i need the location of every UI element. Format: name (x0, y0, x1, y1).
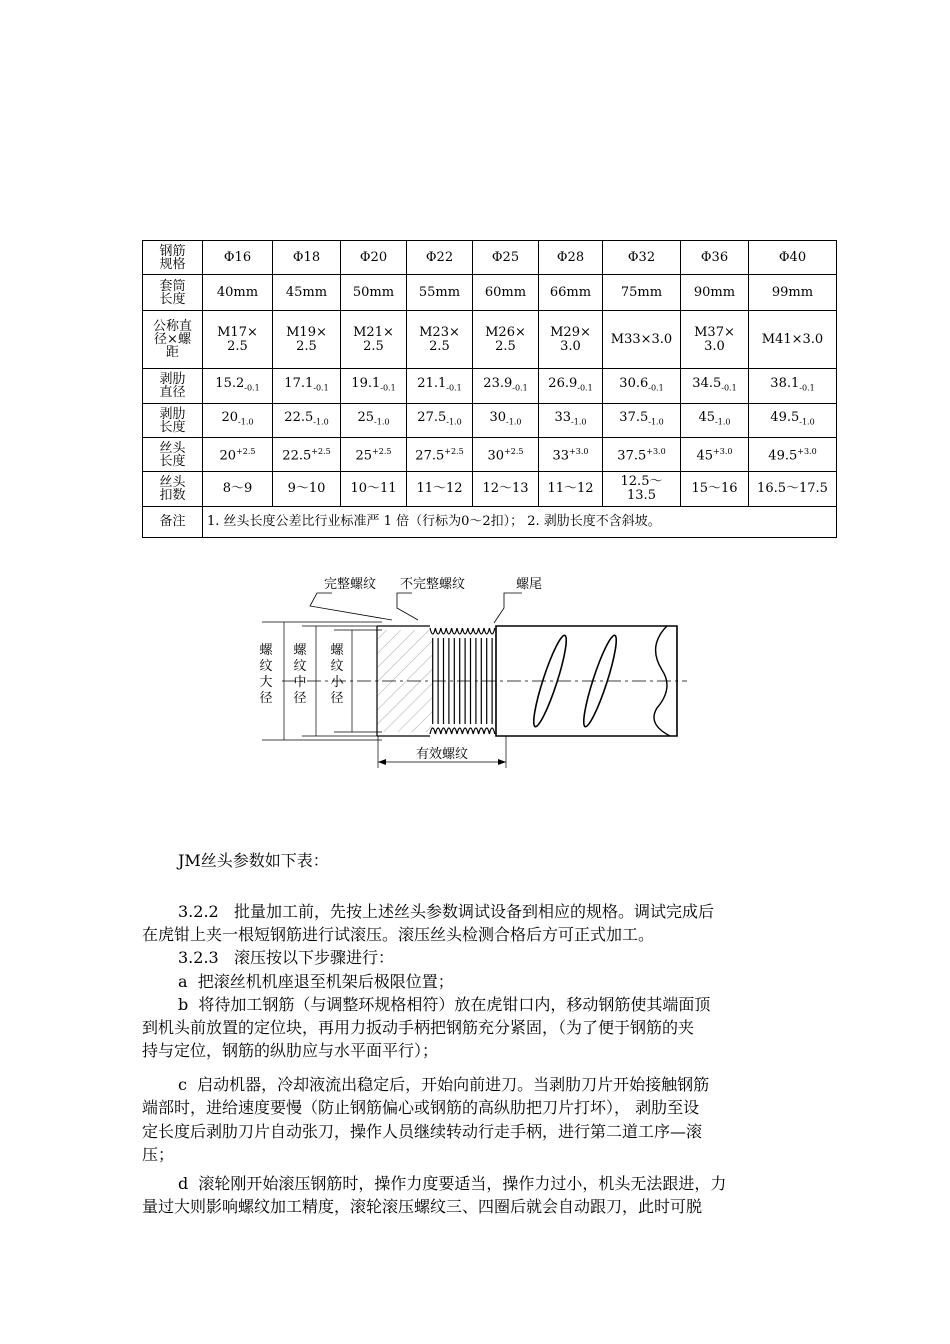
head-len-cell: $37.5^{+3.0}$ (603, 438, 681, 472)
leader-tail (494, 593, 522, 623)
para-step-a: a 把滚丝机机座退至机架后极限位置； (178, 972, 454, 991)
para-step-b-l2: 到机头前放置的定位块，再用力扳动手柄把钢筋充分紧固，（为了便于钢筋的夹 (142, 1018, 695, 1037)
thread-cell: M37× 3.0 (681, 311, 749, 369)
strip-dia-cell: $34.5_{-0.1}$ (681, 369, 749, 404)
strip-len-cell: $49.5_{-1.0}$ (749, 404, 837, 438)
size-cell: Φ40 (749, 241, 837, 275)
para-322-l1: 3.2.2 批量加工前，先按上述丝头参数调试设备到相应的规格。调试完成后 (178, 902, 714, 921)
para-step-b-l3: 持与定位，钢筋的纵肋应与水平面平行）； (142, 1041, 439, 1060)
leader-incomplete (397, 593, 418, 620)
para-step-c-l2: 端部时，进给速度要慢（防止钢筋偏心或钢筋的高纵肋把刀片打坏）， 剥肋至设 (142, 1098, 700, 1117)
turns-cell: 11～12 (539, 472, 603, 507)
strip-len-cell: $37.5_{-1.0}$ (603, 404, 681, 438)
vertical-labels (259, 642, 344, 706)
thread-cell: M17× 2.5 (203, 311, 273, 369)
label-thread-tail: 螺尾 (516, 577, 543, 592)
leader-complete (310, 593, 392, 620)
para-322-l2: 在虎钳上夹一根短钢筋进行试滚压。滚压丝头检测合格后方可正式加工。 (142, 925, 655, 944)
label-pitch-diameter: 螺纹中径 (293, 643, 307, 706)
sleeve-cell: 45mm (273, 275, 341, 311)
size-cell: Φ20 (341, 241, 407, 275)
size-cell: Φ28 (539, 241, 603, 275)
size-cell: Φ36 (681, 241, 749, 275)
head-len-cell: $30^{+2.5}$ (473, 438, 539, 472)
note-text: 1. 丝头长度公差比行业标准严 1 倍（行标为0～2扣）； 2. 剥肋长度不含斜坡。 (203, 507, 837, 538)
row-head-length (143, 438, 837, 472)
turns-cell: 16.5～17.5 (749, 472, 837, 507)
thread-cell: M33×3.0 (603, 311, 681, 369)
row-sleeve-length (143, 275, 837, 311)
thread-cell: M26× 2.5 (473, 311, 539, 369)
para-323: 3.2.3 滚压按以下步骤进行： (178, 948, 394, 967)
head-len-cell: $25^{+2.5}$ (341, 438, 407, 472)
row-strip-diameter (143, 369, 837, 404)
sleeve-cell: 55mm (407, 275, 473, 311)
row-label: 公称直 径×螺 距 (143, 311, 203, 369)
head-len-cell: $27.5^{+2.5}$ (407, 438, 473, 472)
row-label: 丝头 扣数 (143, 472, 203, 507)
strip-len-cell: $45_{-1.0}$ (681, 404, 749, 438)
label-incomplete-thread: 不完整螺纹 (400, 577, 466, 592)
strip-len-cell: $33_{-1.0}$ (539, 404, 603, 438)
row-strip-length (143, 404, 837, 438)
strip-len-cell: $22.5_{-1.0}$ (273, 404, 341, 438)
sleeve-cell: 60mm (473, 275, 539, 311)
strip-dia-cell: $30.6_{-0.1}$ (603, 369, 681, 404)
thread-cell: M41×3.0 (749, 311, 837, 369)
turns-cell: 12～13 (473, 472, 539, 507)
sleeve-cell: 90mm (681, 275, 749, 311)
para-step-d-l1: d 滚轮刚开始滚压钢筋时，操作力度要适当，操作力过小，机头无法跟进，力 (178, 1174, 727, 1193)
thread-diagram (222, 568, 692, 778)
label-major-diameter: 螺纹大径 (259, 643, 273, 706)
strip-len-cell: $30_{-1.0}$ (473, 404, 539, 438)
thread-parameter-table (142, 240, 837, 538)
sleeve-cell: 99mm (749, 275, 837, 311)
sleeve-cell: 75mm (603, 275, 681, 311)
row-label: 剥肋 长度 (143, 404, 203, 438)
turns-cell: 9～10 (273, 472, 341, 507)
row-label: 丝头 长度 (143, 438, 203, 472)
para-intro: JM丝头参数如下表： (178, 851, 329, 870)
turns-cell: 11～12 (407, 472, 473, 507)
label-complete-thread: 完整螺纹 (324, 577, 377, 592)
strip-len-cell: $27.5_{-1.0}$ (407, 404, 473, 438)
head-len-cell: $49.5^{+3.0}$ (749, 438, 837, 472)
strip-len-cell: $20_{-1.0}$ (203, 404, 273, 438)
thread-cell: M21× 2.5 (341, 311, 407, 369)
row-label: 钢筋 规格 (143, 241, 203, 275)
strip-dia-cell: $26.9_{-0.1}$ (539, 369, 603, 404)
sleeve-cell: 50mm (341, 275, 407, 311)
head-len-cell: $45^{+3.0}$ (681, 438, 749, 472)
sleeve-cell: 40mm (203, 275, 273, 311)
label-minor-diameter: 螺纹小径 (330, 643, 344, 706)
row-label: 剥肋 直径 (143, 369, 203, 404)
size-cell: Φ25 (473, 241, 539, 275)
label-effective-thread: 有效螺纹 (415, 747, 469, 762)
size-cell: Φ16 (203, 241, 273, 275)
turns-cell: 10～11 (341, 472, 407, 507)
head-len-cell: $20^{+2.5}$ (203, 438, 273, 472)
row-rebar-size (143, 241, 837, 275)
para-step-c-l1: c 启动机器，冷却液流出稳定后，开始向前进刀。当剥肋刀片开始接触钢筋 (178, 1075, 710, 1094)
thread-cell: M19× 2.5 (273, 311, 341, 369)
row-thread-turns (143, 472, 837, 507)
sleeve-cell: 66mm (539, 275, 603, 311)
size-cell: Φ32 (603, 241, 681, 275)
turns-cell: 12.5～ 13.5 (603, 472, 681, 507)
head-len-cell: $22.5^{+2.5}$ (273, 438, 341, 472)
thread-cell: M29× 3.0 (539, 311, 603, 369)
strip-dia-cell: $19.1_{-0.1}$ (341, 369, 407, 404)
strip-dia-cell: $15.2_{-0.1}$ (203, 369, 273, 404)
row-thread-spec (143, 311, 837, 369)
thread-cell: M23× 2.5 (407, 311, 473, 369)
note-label: 备注 (143, 507, 203, 538)
para-step-c-l4: 压； (142, 1145, 175, 1164)
strip-dia-cell: $21.1_{-0.1}$ (407, 369, 473, 404)
row-note (143, 507, 837, 538)
strip-dia-cell: $38.1_{-0.1}$ (749, 369, 837, 404)
row-label: 套筒 长度 (143, 275, 203, 311)
strip-len-cell: $25_{-1.0}$ (341, 404, 407, 438)
strip-dia-cell: $23.9_{-0.1}$ (473, 369, 539, 404)
head-len-cell: $33^{+3.0}$ (539, 438, 603, 472)
turns-cell: 15～16 (681, 472, 749, 507)
size-cell: Φ22 (407, 241, 473, 275)
strip-dia-cell: $17.1_{-0.1}$ (273, 369, 341, 404)
para-step-b-l1: b 将待加工钢筋（与调整环规格相符）放在虎钳口内，移动钢筋使其端面顶 (178, 995, 711, 1014)
size-cell: Φ18 (273, 241, 341, 275)
para-step-d-l2: 量过大则影响螺纹加工精度，滚轮滚压螺纹三、四圈后就会自动跟刀，此时可脱 (142, 1197, 703, 1216)
para-step-c-l3: 定长度后剥肋刀片自动张刀，操作人员继续转动行走手柄，进行第二道工序—滚 (142, 1122, 703, 1141)
turns-cell: 8～9 (203, 472, 273, 507)
